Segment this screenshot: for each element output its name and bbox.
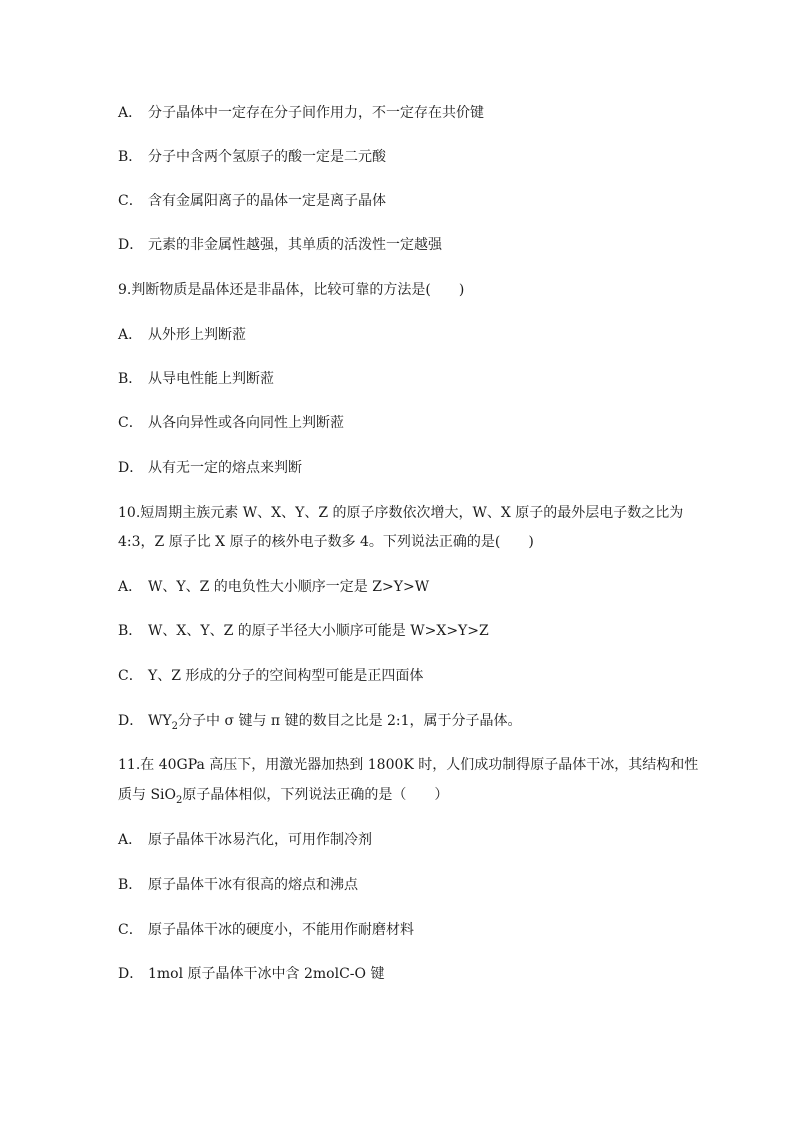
option-letter: D． (118, 713, 144, 729)
formula-wy: WY (148, 713, 172, 729)
stem-text: 原子晶体相似，下列说法正确的是（ ） (182, 787, 449, 803)
subscript: 2 (171, 720, 179, 732)
subscript: 2 (176, 794, 183, 806)
option-letter: C． (118, 193, 143, 209)
q11-option-c (118, 920, 414, 940)
q11-option-a (118, 830, 372, 850)
option-text: 从各向异性或各向同性上判断蒞 (148, 415, 344, 431)
option-text: Y、Z 形成的分子的空间构型可能是正四面体 (148, 668, 424, 684)
q10-option-d (118, 711, 522, 731)
q9-option-a (118, 325, 246, 345)
q11-stem-line2 (118, 785, 448, 805)
q9-stem: 9.判断物质是晶体还是非晶体，比较可靠的方法是( ) (118, 282, 465, 298)
q9-option-c (118, 413, 344, 433)
q10-option-a (118, 577, 429, 597)
q10-option-c (118, 666, 423, 686)
q11-option-d (118, 964, 384, 984)
option-letter: D． (118, 966, 144, 982)
option-letter: A． (118, 832, 143, 848)
q8-option-b (118, 147, 386, 167)
q10-stem-line2: 4:3，Z 原子比 X 原子的核外电子数多 4。下列说法正确的是( ) (118, 534, 534, 550)
option-text: 原子晶体干冰的硬度小，不能用作耐磨材料 (148, 922, 414, 938)
option-text: 原子晶体干冰有很高的熔点和沸点 (148, 877, 358, 893)
option-letter: D． (118, 460, 144, 476)
q10-option-b (118, 621, 489, 641)
option-letter: B． (118, 623, 143, 639)
option-letter: B． (118, 149, 143, 165)
option-letter: C． (118, 668, 143, 684)
option-text: 分子中含两个氢原子的酸一定是二元酸 (148, 149, 386, 165)
option-letter: A． (118, 579, 143, 595)
option-letter: D． (118, 237, 144, 253)
option-text: 元素的非金属性越强，其单质的活泼性一定越强 (148, 237, 442, 253)
stem-text: 质与 SiO (118, 787, 176, 803)
option-text: W、Y、Z 的电负性大小顺序一定是 Z>Y>W (148, 579, 430, 595)
option-text: 从外形上判断蒞 (148, 327, 246, 343)
option-text: 分子晶体中一定存在分子间作用力，不一定存在共价键 (148, 105, 484, 121)
option-text: 从有无一定的熔点来判断 (148, 460, 302, 476)
option-letter: C． (118, 922, 143, 938)
option-letter: A． (118, 327, 143, 343)
q9-option-d (118, 458, 302, 478)
option-text: 从导电性能上判断蒞 (148, 371, 274, 387)
option-text: 分子中 σ 键与 π 键的数目之比是 2:1，属于分子晶体。 (178, 713, 522, 729)
q11-stem-line1: 11.在 40GPa 高压下，用激光器加热到 1800K 时，人们成功制得原子晶体干冰，其结构和性 (118, 757, 699, 773)
option-letter: A． (118, 105, 143, 121)
option-letter: C． (118, 415, 143, 431)
option-text: W、X、Y、Z 的原子半径大小顺序可能是 W>X>Y>Z (148, 623, 489, 639)
option-text: 原子晶体干冰易汽化，可用作制冷剂 (148, 832, 372, 848)
q8-option-d (118, 235, 442, 255)
option-letter: B． (118, 371, 143, 387)
q8-option-c (118, 191, 386, 211)
q10-stem-line1: 10.短周期主族元素 W、X、Y、Z 的原子序数依次增大，W、X 原子的最外层电子数之比为 (118, 505, 684, 521)
q9-option-b (118, 369, 274, 389)
option-letter: B． (118, 877, 143, 893)
q11-option-b (118, 875, 358, 895)
q8-option-a (118, 103, 484, 123)
option-text: 含有金属阳离子的晶体一定是离子晶体 (148, 193, 386, 209)
option-text: 1mol 原子晶体干冰中含 2molC-O 键 (148, 966, 385, 982)
